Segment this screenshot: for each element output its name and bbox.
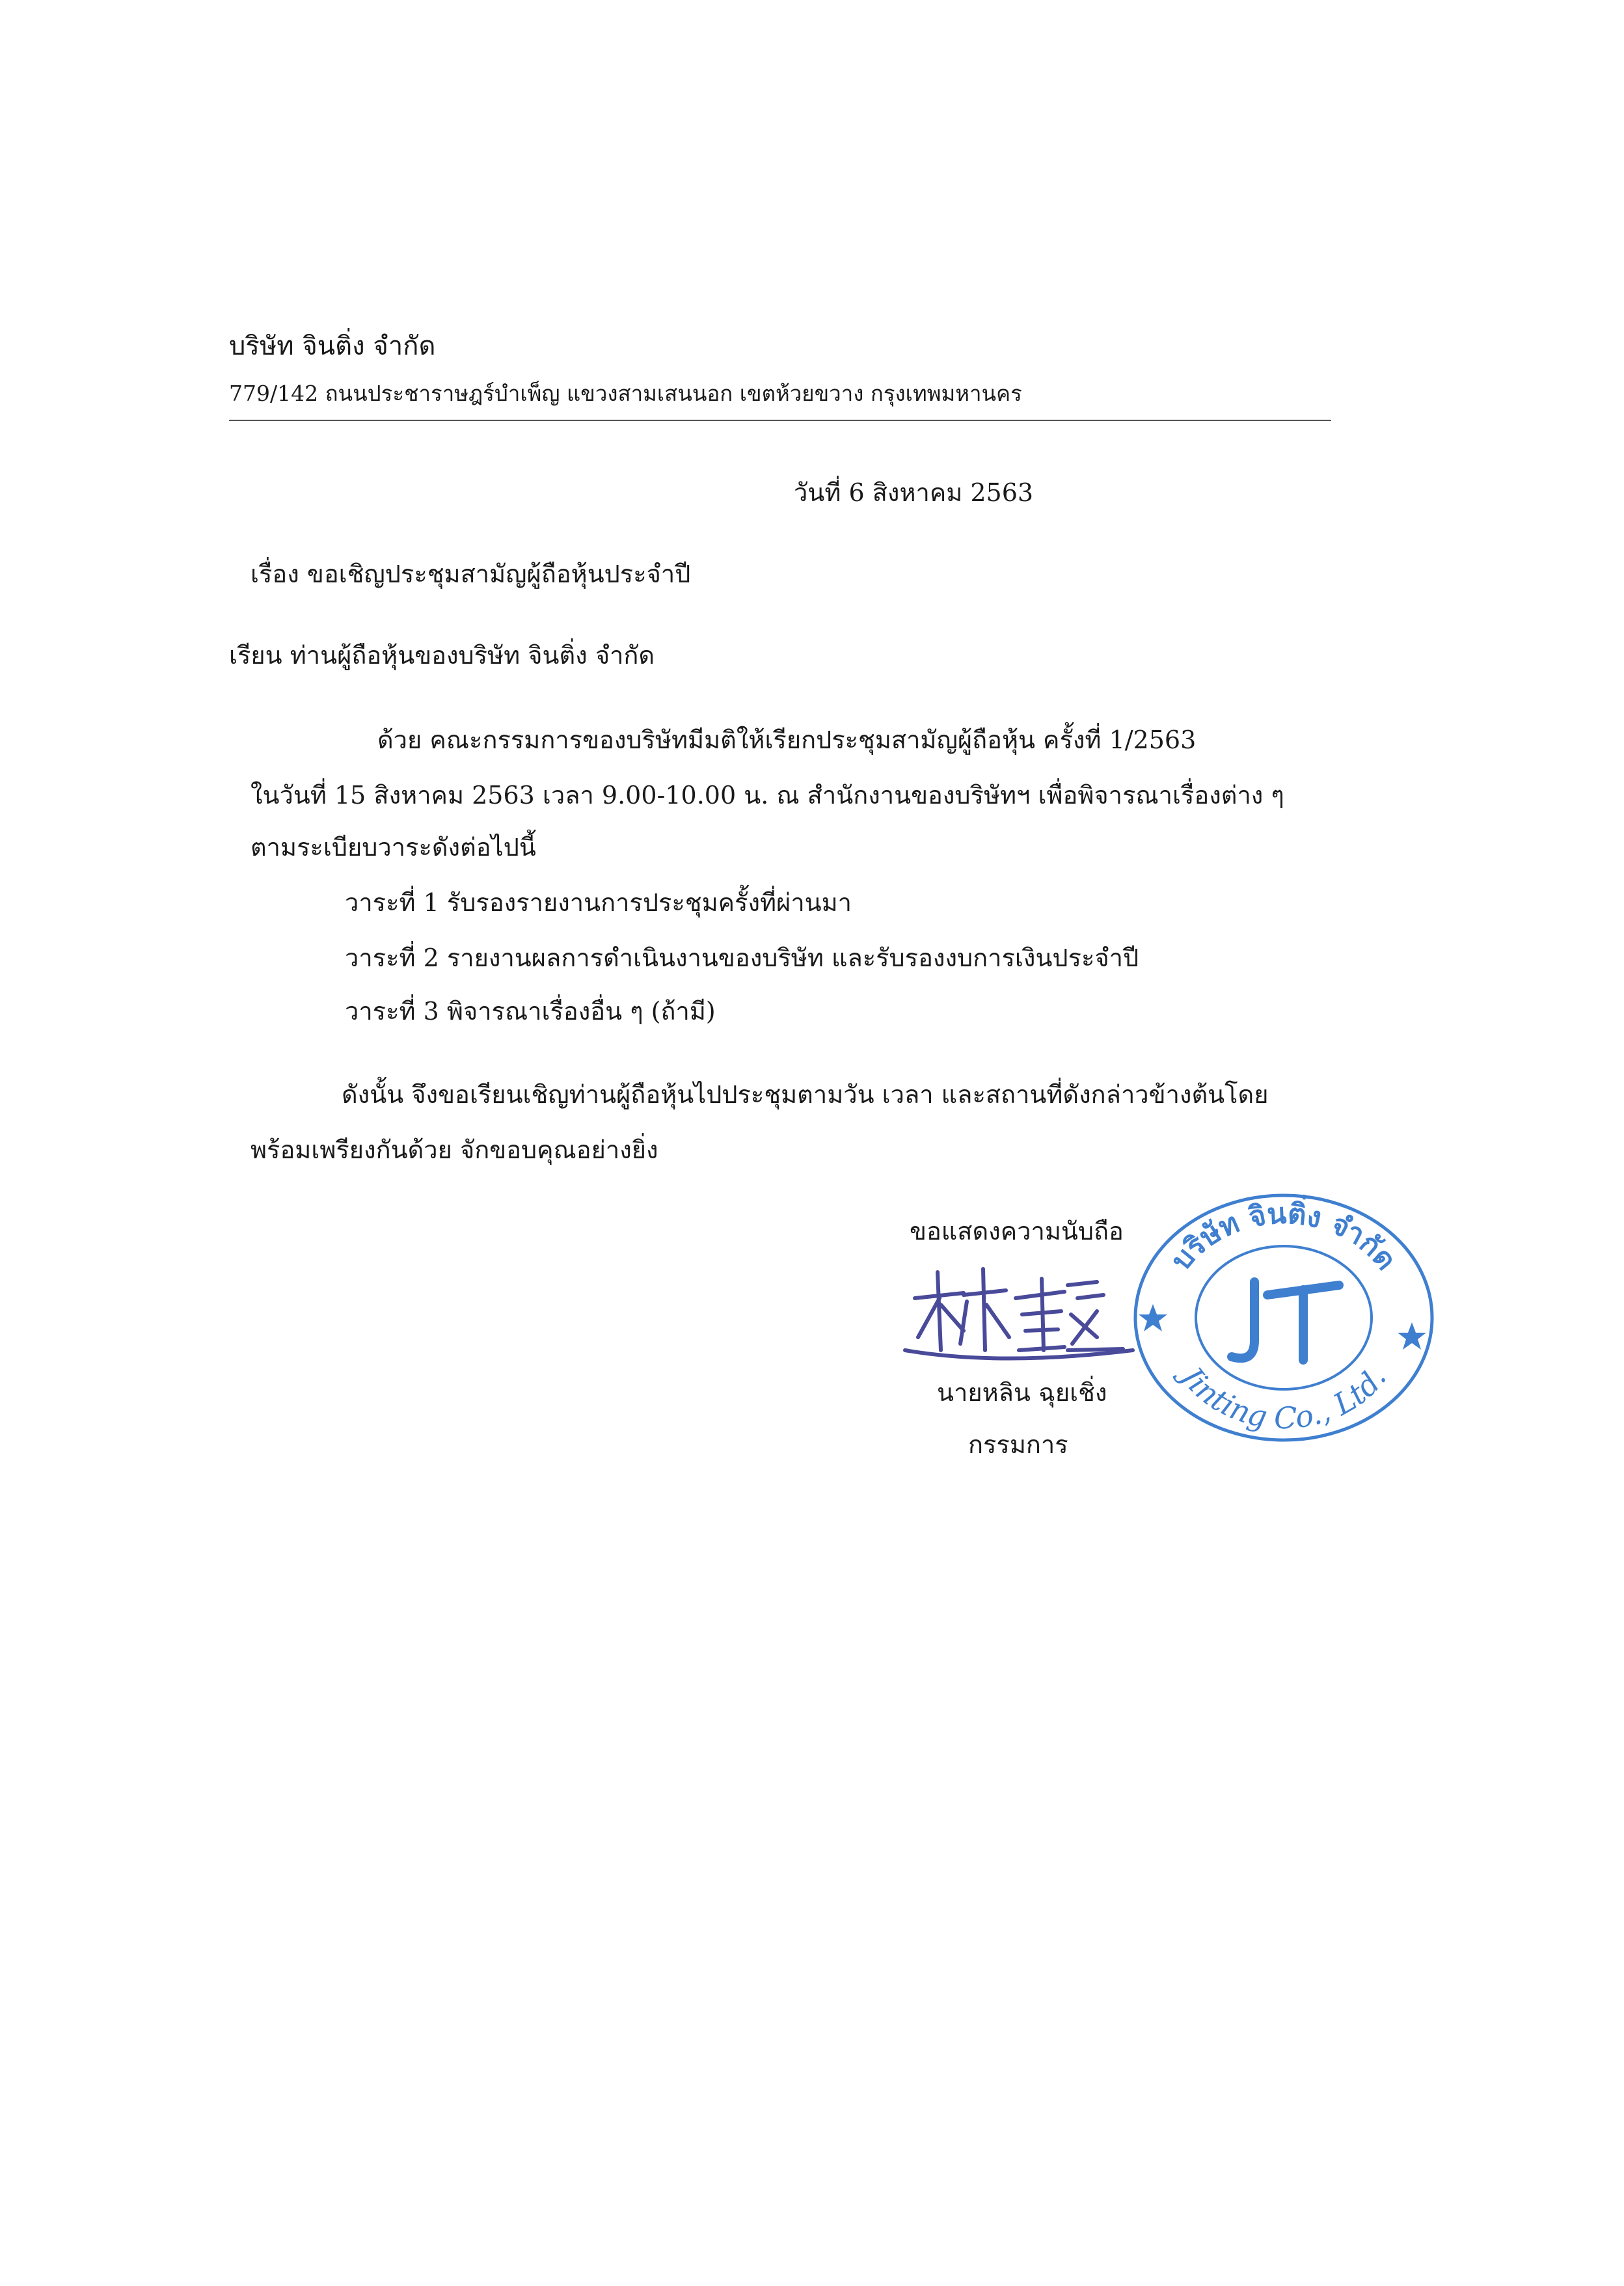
body-paragraph-line: ดังนั้น จึงขอเรียนเชิญท่านผู้ถือหุ้นไปประชุมตามวัน เวลา และสถานที่ดังกล่าวข้างต้นโดย [342,1080,1269,1109]
agenda-item: วาระที่ 1 รับรองรายงานการประชุมครั้งที่ผ่านมา [345,888,852,917]
letter-date: วันที่ 6 สิงหาคม 2563 [794,478,1034,507]
letter-salutation: เรียน ท่านผู้ถือหุ้นของบริษัท จินติ่ง จำกัด [229,641,655,670]
company-name: บริษัท จินติ่ง จำกัด [229,331,436,361]
letterhead-divider [229,420,1331,421]
body-paragraph-line: ในวันที่ 15 สิงหาคม 2563 เวลา 9.00-10.00 น. ณ สำนักงานของบริษัทฯ เพื่อพิจารณาเรื่องต่าง ๆ [250,781,1284,810]
signature-image [902,1253,1136,1367]
body-paragraph-line: ด้วย คณะกรรมการของบริษัทมีมติให้เรียกประชุมสามัญผู้ถือหุ้น ครั้งที่ 1/2563 [377,726,1197,754]
signatory-title: กรรมการ [968,1430,1068,1459]
agenda-item: วาระที่ 3 พิจารณาเรื่องอื่น ๆ (ถ้ามี) [345,997,716,1026]
closing-regards: ขอแสดงความนับถือ [910,1217,1124,1245]
body-paragraph-line: ตามระเบียบวาระดังต่อไปนี้ [250,833,536,862]
company-seal-stamp [1124,1184,1443,1446]
letter-subject: เรื่อง ขอเชิญประชุมสามัญผู้ถือหุ้นประจำปี [250,560,691,588]
body-paragraph-line: พร้อมเพรียงกันด้วย จักขอบคุณอย่างยิ่ง [250,1136,658,1164]
agenda-item: วาระที่ 2 รายงานผลการดำเนินงานของบริษัท และรับรองงบการเงินประจำปี [345,944,1139,972]
svg-text:Jinting Co., Ltd.: Jinting Co., Ltd. [1174,1360,1394,1436]
svg-text:บริษัท จินติ่ง จำกัด: บริษัท จินติ่ง จำกัด [1164,1197,1403,1277]
signatory-name: นายหลิน ฉุยเชิ่ง [937,1378,1107,1407]
company-address: 779/142 ถนนประชาราษฎร์บำเพ็ญ แขวงสามเสนนอก เขตห้วยขวาง กรุงเทพมหานคร [229,381,1022,406]
